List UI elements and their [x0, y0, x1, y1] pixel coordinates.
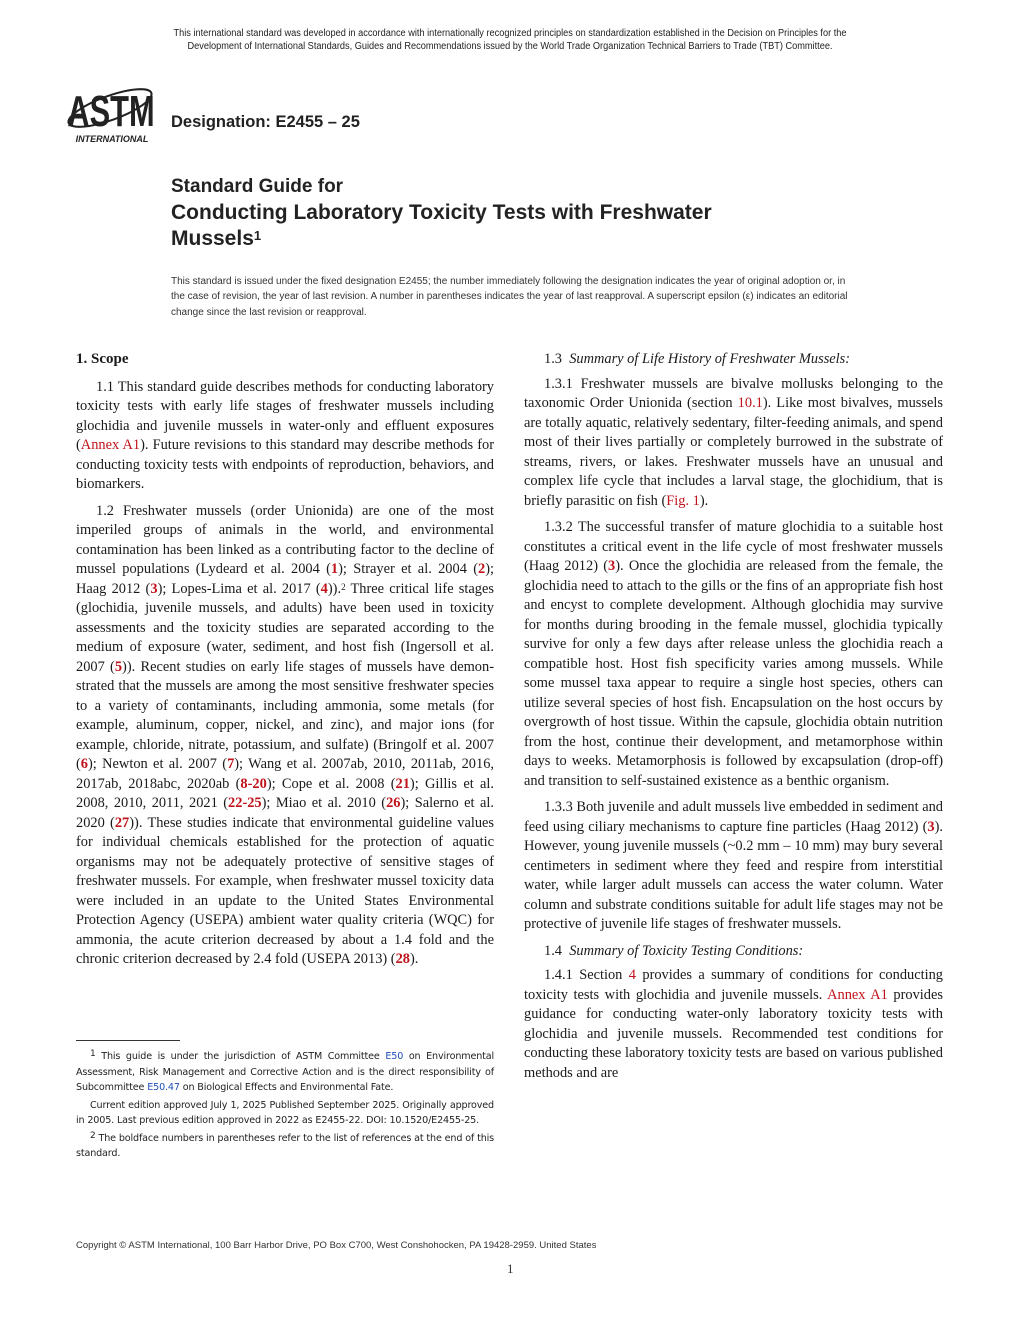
ref-link[interactable]: 28 [395, 951, 410, 967]
paragraph-1-4-1: 1.4.1 Section 4 provides a summary of conditions for conducting toxicity tests with glochidia and juvenile mussels. Annex A1 provides guidance for conducting water-only laboratory toxicity tests with glochidia and juvenile mussels. Recommended test conditions for conducting these laboratory toxicity tests are based on various published methods and are [524, 967, 943, 1081]
paragraph-1-3-3: 1.3.3 Both juvenile and adult mussels live embedded in sediment and feed using ciliary mechanisms to capture fine particles (Haag 2012) (3). However, young juvenile mussels (~0.2 mm – 10 mm) may bury several centimeters in sediment where they feed and respire from interstitial water, while larger adult mussels can access the water column. Water column and substrate conditions suitable for adult life stages may not be protective of juvenile life stages of freshwater mussels. [524, 799, 943, 932]
ref-link[interactable]: 2 [478, 561, 486, 577]
copyright-line: Copyright © ASTM International, 100 Barr Harbor Drive, PO Box C700, West Conshohocken, PA 19428-2959. United States [76, 1240, 597, 1251]
logo-org: INTERNATIONAL [75, 134, 149, 144]
wto-notice [96, 27, 924, 53]
title-line-3-text: Mussels [171, 227, 254, 250]
issue-statement: This standard is issued under the fixed designation E2455; the number immediately following the designation indicates the year of original adoption or, in the case of revision, the year of last revision. A number in parentheses indicates the year of last reapproval. A superscript epsilon (ε) indicates an editorial change since the last revision or reapproval. [171, 276, 848, 318]
link-subcommittee-e50-47[interactable]: E50.47 [147, 1082, 180, 1093]
footnotes [76, 1049, 494, 1164]
astm-logo [64, 76, 160, 146]
footnote-1: $^1$ This guide is under the jurisdiction of ASTM Committee E50 on Environmental Assessment, Risk Management and Corrective Action and is the direct responsibility of Subcommittee E50.47 on Biological Effects and Environmental Fate. [76, 1049, 494, 1093]
subsection-heading-1-4: 1.4 Summary of Toxicity Testing Conditions: [544, 942, 804, 959]
paragraph-1-2: 1.2 Freshwater mussels (order Unionida) are one of the most imperiled groups of animals in the world, and environmental contamination has been linked as a contributing factor to the decline of mussel populations (Lydeard et al. 2004 (1); Strayer et al. 2004 (2); Haag 2012 (3); Lopes-Lima et al. 2017 (4)).$^2$ Three critical life stages (glochidia, juvenile mussels, and adults) have been used in toxicity assessments and the toxicity studies are separated according to the medium of exposure (water, sediment, and host fish (Ingersoll et al. 2007 (5)). Recent studies on early life stages of mussels have demonstrated that the mussels are among the most sensitive freshwater species to a variety of contaminants, including ammonia, some metals (for example, aluminum, copper, nickel, and zinc), and major ions (for example, chloride, nitrate, potassium, and sulfate) (Bringolf et al. 2007 (6); Newton et al. 2007 (7); Wang et al. 2007ab, 2010, 2011ab, 2016, 2017ab, 2018abc, 2020ab (8-20); Cope et al. 2008 (21); Gillis et al. 2008, 2010, 2011, 2021 (22-25); Miao et al. 2010 (26); Salerno et al. 2020 (27)). These studies indicate that environmental guideline values for individual chemicals established for the protection of aquatic organisms may not be adequately protective of sensitive stages of freshwater mussels. For example, when freshwater mussel toxicity data were included in an update to the United States Environmental Protection Agency (USEPA) ambient water quality criteria (WQC) for ammonia, the acute criterion decreased by about a 1.4 fold and the chronic criterion decreased by 2.4 fold (USEPA 2013) (28). [76, 502, 495, 967]
link-annex-a1[interactable]: Annex A1 [827, 986, 888, 1003]
title-line-2: Conducting Laboratory Toxicity Tests with Freshwater [171, 201, 712, 224]
ref-link[interactable]: 7 [227, 756, 235, 772]
ref-link[interactable]: 21 [395, 775, 410, 792]
ref-link[interactable]: 27 [114, 814, 130, 831]
ref-link[interactable]: 26 [386, 795, 401, 811]
link-fig-1[interactable]: Fig. 1 [666, 492, 700, 509]
designation: Designation: E2455 – 25 [171, 113, 360, 131]
ref-link[interactable]: 3 [150, 580, 158, 597]
link-section-10-1[interactable]: 10.1 [737, 395, 763, 411]
wto-notice-line-1: This international standard was developed in accordance with internationally recognized principles on standardization established in the Decision on Principles for the [173, 28, 847, 39]
link-annex-a1[interactable]: Annex A1 [80, 437, 141, 453]
left-column [76, 350, 494, 977]
title-footnote-mark[interactable]: 1 [253, 228, 262, 243]
astm-logo-icon [64, 76, 160, 146]
footnote-mark[interactable]: 2 [341, 581, 346, 592]
ref-link[interactable]: 6 [80, 756, 88, 772]
ref-link[interactable]: 22-25 [228, 795, 262, 811]
logo-letters: ASTM [67, 87, 155, 137]
wto-notice-line-2: Development of International Standards, Guides and Recommendations issued by the World Trade Organization Technical Barriers to Trade (TBT) Committee. [187, 41, 833, 52]
paragraph-1-3-1: 1.3.1 Freshwater mussels are bivalve mollusks belonging to the taxonomic Order Unionida (section 10.1). Like most bivalves, mussels are totally aquatic, relatively sedentary, filter-feeding animals, and spend most of their lives partially or completely burrowed in the substrate of streams, rivers, or lakes. Freshwater mussels have an unusual and complex life cycle that includes a larval stage, the glochidium, that is briefly parasitic on fish (Fig. 1). [524, 375, 943, 509]
ref-link[interactable]: 8-20 [240, 775, 267, 792]
document-title [171, 174, 712, 252]
right-column [524, 350, 943, 1090]
footnote-1-edition: Current edition approved July 1, 2025 Published September 2025. Originally approved in 2005. Last previous edition approved in 2022 as E2455-22. DOI: 10.1520/E2455-25. [76, 1099, 494, 1126]
link-section-4[interactable]: 4 [628, 967, 636, 983]
ref-link[interactable]: 1 [330, 561, 339, 577]
link-committee-e50[interactable]: E50 [385, 1051, 404, 1062]
section-heading-scope: 1. Scope [76, 351, 129, 367]
paragraph-1-3-2: 1.3.2 The successful transfer of mature glochidia to a suitable host constitutes a critical event in the life cycle of most freshwater mussels (Haag 2012) (3). Once the glochidia are released from the female, the glochidia need to attach to the gills or the fins of an appropriate fish host and encyst to complete development. Although glochidia may survive for months during brooding in the female mussel, glochidia typically survive for only a few days after release unless the glochidia reach a compatible host. Host fish specificity varies among mussels. While some mussel taxa appear to require a single host species, others can utilize several species of host fish. Encapsulation on the host occurs by overgrowth of host tissue. Within the capsule, glochidia obtain nutrition from the host, continue their development, and metamorphose within days to weeks. Metamorphosis is followed by excapsulation (drop-off) and transition to self-sustained existence as a benthic organism. [524, 519, 943, 789]
ref-link[interactable]: 5 [114, 658, 123, 675]
title-line-3 [171, 226, 712, 252]
ref-link[interactable]: 3 [927, 818, 935, 835]
title-line-1: Standard Guide for [171, 176, 344, 197]
page-number: 1 [507, 1261, 514, 1276]
ref-link[interactable]: 3 [608, 558, 616, 574]
footnote-2: $^2$ The boldface numbers in parentheses refer to the list of references at the end of this standard. [76, 1130, 494, 1159]
footnote-divider [76, 1040, 180, 1041]
paragraph-1-1: 1.1 This standard guide describes methods for conducting laboratory toxicity tests with early life stages of freshwater mussels including glochidia and juvenile mussels in water-only and effluent exposures (Annex A1). Future revisions to this standard may describe methods for conducting toxicity tests with endpoints of reproduction, behaviors, and biomarkers. [76, 378, 494, 492]
ref-link[interactable]: 4 [320, 580, 328, 597]
subsection-heading-1-3: 1.3 Summary of Life History of Freshwater Mussels: [544, 351, 851, 367]
